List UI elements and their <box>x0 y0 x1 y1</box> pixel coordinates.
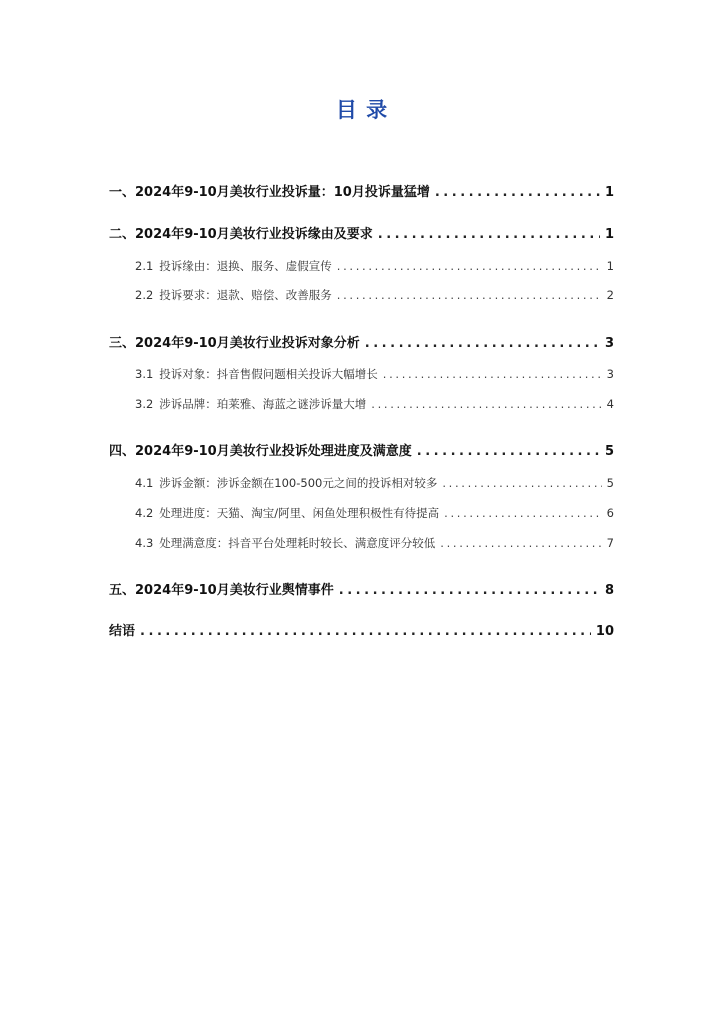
toc-page-number: 5 <box>606 476 614 490</box>
dot-leader <box>440 536 601 550</box>
toc-entry-title: 投诉对象：抖音售假问题相关投诉大幅增长 <box>159 367 378 381</box>
toc-entry-title: 2024年9-10月美妆行业舆情事件 <box>135 583 334 598</box>
dot-leader <box>337 259 602 273</box>
toc-entry-section-2[interactable] <box>109 223 614 242</box>
toc-entry-number: 五、 <box>109 583 136 598</box>
dot-leader <box>337 288 602 302</box>
toc-entry-title: 投诉要求：退款、赔偿、改善服务 <box>159 288 332 302</box>
toc-entry-3-1[interactable] <box>135 366 614 382</box>
toc-entry-2-1[interactable] <box>135 258 614 274</box>
toc-page-number: 1 <box>606 259 614 273</box>
dot-leader <box>371 397 601 411</box>
dot-leader <box>140 624 591 639</box>
toc-entry-number: 二、 <box>109 227 136 242</box>
toc-entry-title: 投诉缘由：退换、服务、虚假宣传 <box>159 259 332 273</box>
dot-leader <box>444 506 602 520</box>
toc-page-number: 3 <box>604 336 614 351</box>
toc-page-number: 5 <box>604 444 614 459</box>
toc-page-number: 10 <box>595 624 614 639</box>
toc-page-number: 3 <box>606 367 614 381</box>
toc-entry-title: 处理满意度：抖音平台处理耗时较长、满意度评分较低 <box>159 536 436 550</box>
toc-entry-title: 2024年9-10月美妆行业投诉量：10月投诉量猛增 <box>135 185 430 200</box>
toc-entry-number: 4.2 <box>135 506 154 520</box>
toc-entry-title: 涉诉金额：涉诉金额在100-500元之间的投诉相对较多 <box>159 476 438 490</box>
toc-entry-3-2[interactable] <box>135 396 614 412</box>
toc-entry-title: 2024年9-10月美妆行业投诉缘由及要求 <box>135 227 373 242</box>
dot-leader <box>417 444 600 459</box>
toc-entry-section-4[interactable] <box>109 440 614 459</box>
toc-entry-4-3[interactable] <box>135 535 614 551</box>
toc-entry-section-5[interactable] <box>109 579 614 598</box>
toc-entry-section-3[interactable] <box>109 332 614 351</box>
toc-entry-conclusion[interactable] <box>109 620 614 639</box>
toc-entry-title: 结语 <box>109 624 136 639</box>
toc-entry-title: 2024年9-10月美妆行业投诉对象分析 <box>135 336 360 351</box>
toc-entry-4-1[interactable] <box>135 475 614 491</box>
toc-page-number: 7 <box>606 536 614 550</box>
toc-entry-number: 一、 <box>109 185 136 200</box>
toc-page-number: 1 <box>604 227 614 242</box>
toc-entry-number: 4.1 <box>135 476 154 490</box>
toc-entry-number: 3.1 <box>135 367 154 381</box>
toc-entry-number: 四、 <box>109 444 136 459</box>
dot-leader <box>442 476 601 490</box>
page-title: 目 录 <box>335 98 389 122</box>
dot-leader <box>383 367 602 381</box>
toc-entry-number: 2.2 <box>135 288 154 302</box>
toc-entry-number: 4.3 <box>135 536 154 550</box>
dot-leader <box>378 227 600 242</box>
toc-page-number: 1 <box>604 185 614 200</box>
toc-entry-title: 处理进度：天猫、淘宝/阿里、闲鱼处理积极性有待提高 <box>159 506 440 520</box>
toc-entry-section-1[interactable] <box>109 181 614 200</box>
toc-page-number: 6 <box>606 506 614 520</box>
toc-entry-number: 3.2 <box>135 397 154 411</box>
dot-leader <box>365 336 600 351</box>
toc-entry-title: 涉诉品牌：珀莱雅、海蓝之谜涉诉量大增 <box>159 397 367 411</box>
toc-page-number: 2 <box>606 288 614 302</box>
toc-entry-2-2[interactable] <box>135 287 614 303</box>
toc-entry-title: 2024年9-10月美妆行业投诉处理进度及满意度 <box>135 444 412 459</box>
toc-entry-number: 三、 <box>109 336 136 351</box>
toc-page-number: 4 <box>606 397 614 411</box>
toc-entry-4-2[interactable] <box>135 505 614 521</box>
dot-leader <box>435 185 600 200</box>
dot-leader <box>339 583 600 598</box>
toc-entry-number: 2.1 <box>135 259 154 273</box>
toc-page-number: 8 <box>604 583 614 598</box>
